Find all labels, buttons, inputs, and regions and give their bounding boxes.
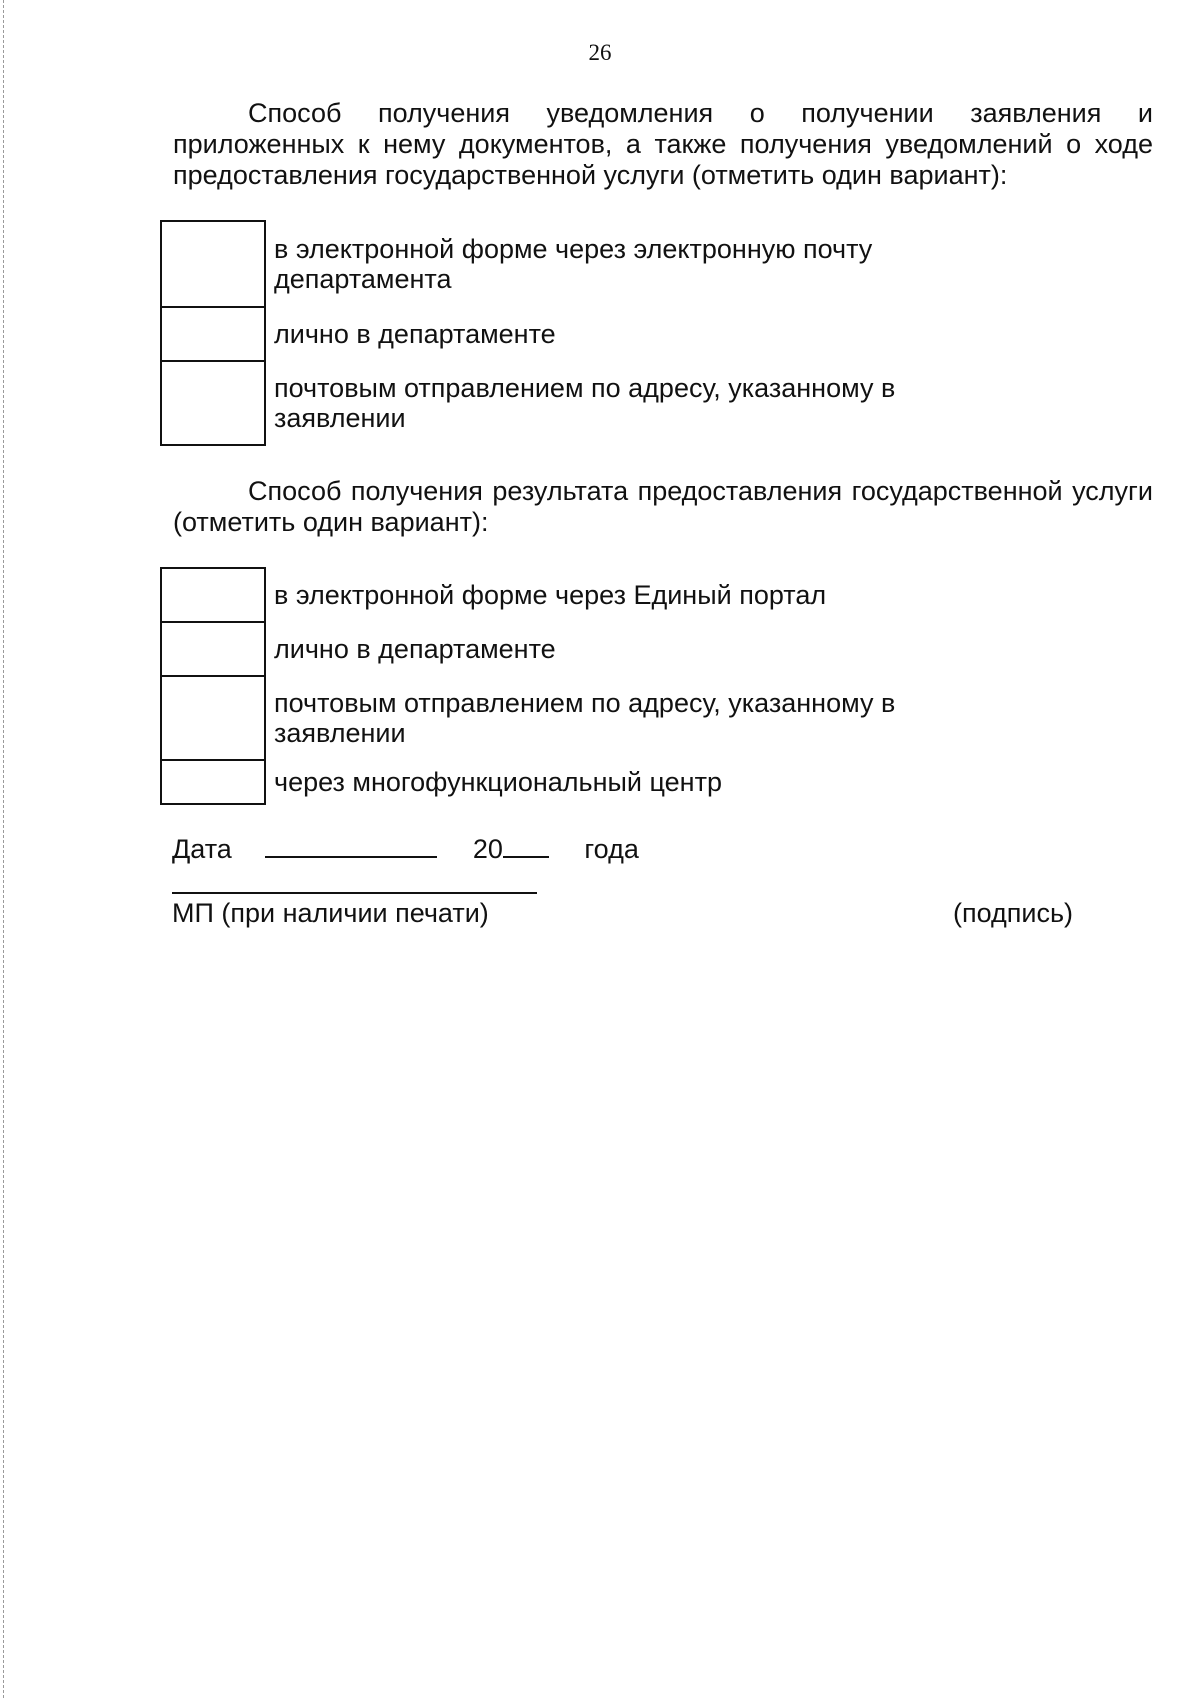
date-year-word: года <box>584 834 639 864</box>
date-label: Дата <box>172 834 232 864</box>
date-year-prefix: 20 <box>472 834 503 864</box>
notification-options-table <box>160 220 956 446</box>
result-option-checkbox[interactable] <box>161 622 265 676</box>
date-year-field[interactable] <box>503 832 549 858</box>
date-line <box>172 832 639 865</box>
result-option-label: через многофункциональный центр <box>274 767 722 797</box>
notification-option-row <box>161 361 955 445</box>
notification-method-heading: Способ получения уведомления о получении заявления и приложенных к нему документов, а также получения уведомлений о ходе предоставления государственной услуги (отметить один вариант): <box>173 98 1153 190</box>
scan-edge-line <box>3 0 4 1698</box>
notification-option-checkbox[interactable] <box>161 307 265 361</box>
notification-option-label: лично в департаменте <box>274 319 556 349</box>
result-option-label: почтовым отправлением по адресу, указанному в заявлении <box>274 688 896 748</box>
result-method-heading: Способ получения результата предоставления государственной услуги (отметить один вариант): <box>173 476 1153 537</box>
notification-option-row <box>161 221 955 307</box>
result-option-label: лично в департаменте <box>274 634 556 664</box>
result-option-row <box>161 622 955 676</box>
result-options-table <box>160 567 956 805</box>
page-number: 26 <box>588 40 612 65</box>
seal-line <box>172 892 537 894</box>
result-option-checkbox[interactable] <box>161 568 265 622</box>
result-option-label: в электронной форме через Единый портал <box>274 580 827 610</box>
notification-option-label: почтовым отправлением по адресу, указанному в заявлении <box>274 373 896 433</box>
notification-option-checkbox[interactable] <box>161 361 265 445</box>
result-option-row <box>161 568 955 622</box>
result-option-row <box>161 676 955 760</box>
notification-option-checkbox[interactable] <box>161 221 265 307</box>
result-option-checkbox[interactable] <box>161 676 265 760</box>
notification-option-label: в электронной форме через электронную почту департамента <box>274 234 873 294</box>
notification-option-row <box>161 307 955 361</box>
seal-label: МП (при наличии печати) <box>172 898 489 928</box>
signature-label: (подпись) <box>953 898 1074 928</box>
date-day-month-field[interactable] <box>265 832 437 858</box>
result-option-row <box>161 760 955 804</box>
result-option-checkbox[interactable] <box>161 760 265 804</box>
